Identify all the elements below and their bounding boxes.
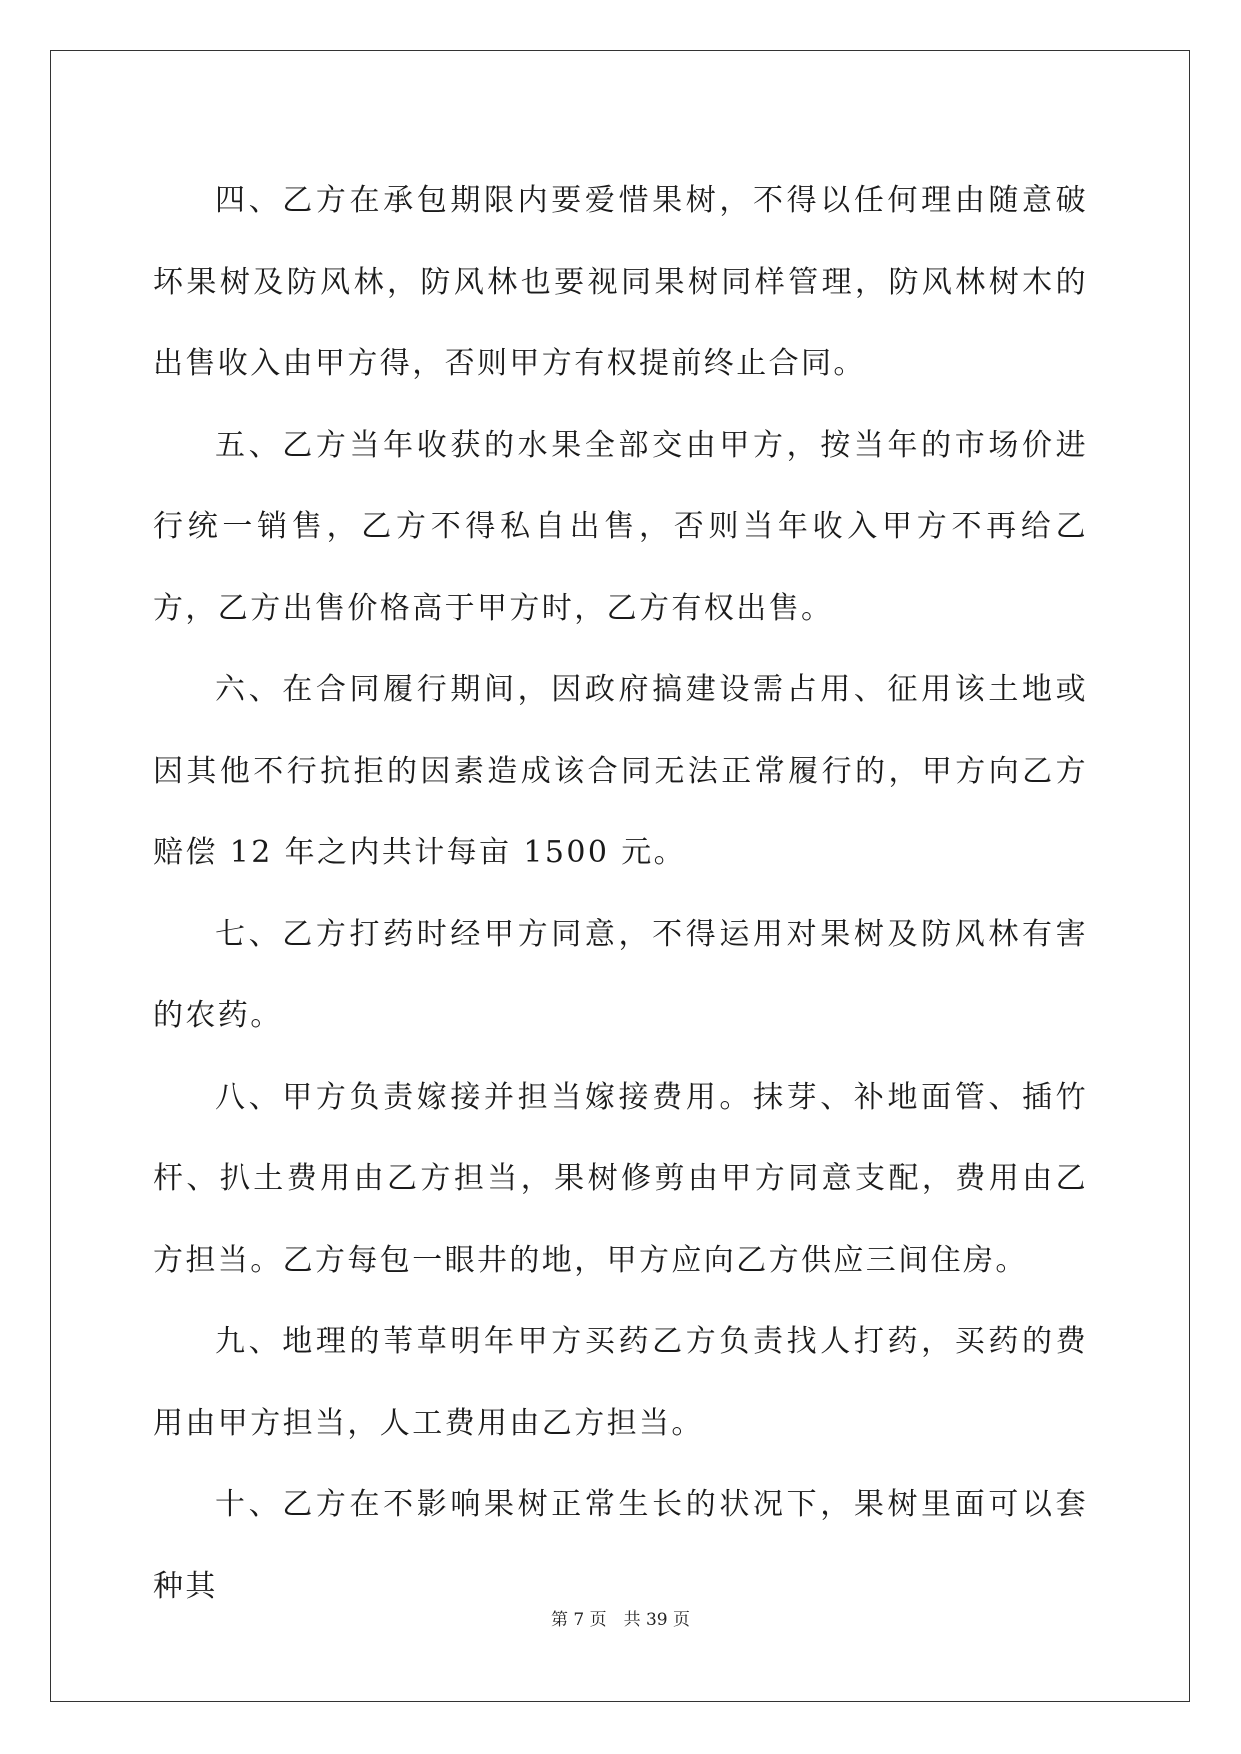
paragraph-clause-9: 九、地理的苇草明年甲方买药乙方负责找人打药，买药的费用由甲方担当，人工费用由乙方担当。 (153, 1324, 1088, 1441)
paragraph-clause-4: 四、乙方在承包期限内要爱惜果树，不得以任何理由随意破坏果树及防风林，防风林也要视同果树同样管理，防风林树木的出售收入由甲方得，否则甲方有权提前终止合同。 (153, 183, 1088, 381)
paragraph-clause-8: 八、甲方负责嫁接并担当嫁接费用。抹芽、补地面管、插竹杆、扒土费用由乙方担当，果树修剪由甲方同意支配，费用由乙方担当。乙方每包一眼井的地，甲方应向乙方供应三间住房。 (153, 1079, 1088, 1278)
paragraph-clause-7: 七、乙方打药时经甲方同意，不得运用对果树及防风林有害的农药。 (153, 916, 1088, 1033)
page-number-footer: 第 7 页 共 39 页 (550, 1610, 691, 1630)
document-body (153, 160, 1088, 1627)
paragraph-clause-5: 五、乙方当年收获的水果全部交由甲方，按当年的市场价进行统一销售，乙方不得私自出售，否则当年收入甲方不再给乙方，乙方出售价格高于甲方时，乙方有权出售。 (153, 427, 1088, 626)
paragraph-clause-10: 十、乙方在不影响果树正常生长的状况下，果树里面可以套种其 (153, 1487, 1088, 1604)
paragraph-clause-6: 六、在合同履行期间，因政府搞建设需占用、征用该土地或因其他不行抗拒的因素造成该合同无法正常履行的，甲方向乙方赔偿 12 年之内共计每亩 1500 元。 (153, 672, 1088, 870)
